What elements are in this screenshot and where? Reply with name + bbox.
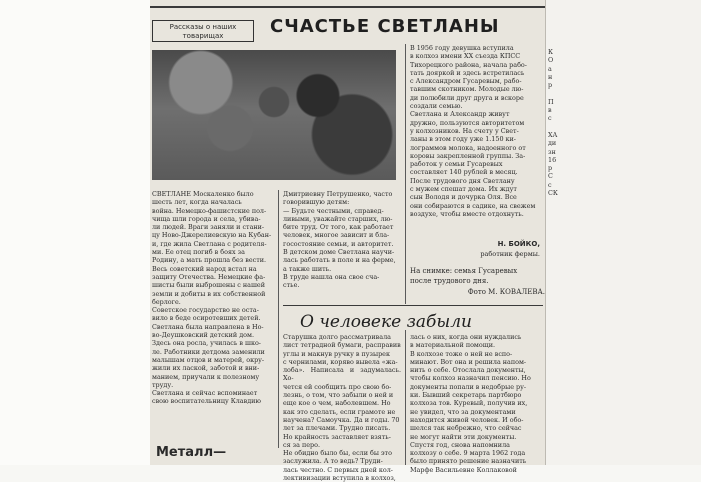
adjacent-column-fragment: К О а н р П в с ХА ди зн 16 р С с СК (548, 48, 558, 198)
column-rule-photo (405, 44, 406, 304)
author-signature: Н. БОЙКО, (497, 240, 540, 248)
second-article-column-1: Старушка долго рассматривала лист тетрадной бумаги, расправив углы и макнув ручку в пузырек с чернилами, коряво вывела «жа- лоба». Написала и задумалась. Хо- чется ей сообщить про свою бо- лезнь, о том, что забыли о ней и еще кое о чем, наболевшем. Но как это сделать, если грамоте не научена? Самоучка. Да и годы. 70 лет за плечами. Трудно писать. Но крайность заставляет взять- ся за перо. Не обидно было бы, если бы это заслужила. А то ведь? Труди- лась честно. С первых дней кол- лективизации вступила в колхоз, (283, 333, 401, 482)
article-title: СЧАСТЬЕ СВЕТЛАНЫ (270, 16, 500, 37)
article-column-right-top: В 1956 году девушка вступила в колхоз имени XX съезда КПСС Тихорецкого района, начала рабо- тать дояркой и здесь встретилась с Александром Гусаревым, рабо- тавшим скотником. Молодые лю- ди полюбили друг друга и вскоре создали семью. Светлана и Александр живут дружно, пользуются авторитетом у колхозников. На счету у Свет- ланы в этом году уже 1.150 ки- лограммов молока, надоенного от коровы закрепленной группы. За- работок у семьи Гусаревых составляет 140 рублей в месяц. После трудового дня Светлану с мужем спешат дома. Их ждут сын Володя и дочурка Оля. Все они собираются в садике, на свежем воздухе, чтобы вместе отдохнуть. (410, 44, 536, 218)
column-rule-bottom (405, 330, 406, 465)
column-rule-left (278, 190, 279, 448)
photo-credit: Фото М. КОВАЛЕВА. (467, 288, 545, 296)
photo-caption-line1: На снимке: семья Гусаревых (410, 267, 518, 275)
article-column-middle: Дмитриевну Петрушенко, часто говорившую детям: — Будьте честными, справед- ливыми, уважайте старших, лю- бите труд. От того, как работает человек, многое зависит и бла- госостояние семьи, и авторитет. В детском доме Светлана научи- лась работать в поле и на ферме, а также шить. В труде нашла она свое сча- стье. (283, 190, 396, 290)
next-article-heading: Металл— (156, 445, 227, 460)
top-rule (150, 6, 545, 8)
article-column-left: СВЕТЛАНЕ Москаленко было шесть лет, когда началась война. Немецко-фашистские пол- чища шли города и села, убива- ли людей. Враги заняли и стани- цу Ново-Джерелиевскую на Кубан- и, где жила Светлана с родителя- ми. Ее отец погиб в боях за Родину, а мать прошла без вести. Весь советский народ встал на защиту Отечества. Немецкие фа- шисты были выброшены с нашей земли и добиты в их собственной берлоге. Советское государство не оста- вило в беде осиротевших детей. Светлана была направлена в Но- во-Деушковский детский дом. Здесь она росла, училась в шко- ле. Работники детдома заменили малышам отцов и матерей, окру- жили их лаской, заботой и вни- манием, приучали к полезному труду. Светлана и сейчас вспоминает свою воспитательницу Клавдию (152, 190, 272, 406)
photo-caption-line2: после трудового дня. (410, 277, 489, 285)
second-article-column-2: лась о них, когда они нуждались в материальной помощи. В колхозе тоже о ней не вспо- минают. Вот она и решила напом- нить о себе. Отослала документы, чтобы колхоз назначил пенсию. Но документы попали в недобрые ру- ки. Бывший секретарь партбюро колхоза тов. Куревый, получив их, не увидел, что за документами находится живой человек. И обо- шелся так небрежно, что сейчас не могут найти эти документы. Спустя год, снова напомнила колхозу о себе. 9 марта 1962 года было принято решение назначить Марфе Васильевне Коллаковой (410, 333, 531, 474)
page-margin-left (0, 0, 150, 465)
author-role: работник фермы. (480, 250, 540, 258)
family-photo (152, 50, 396, 180)
page-margin-right (545, 0, 701, 465)
section-rule (283, 305, 543, 306)
second-article-title: О человеке забыли (300, 312, 473, 332)
rubric-box: Рассказы о наших товарищах (152, 20, 254, 42)
